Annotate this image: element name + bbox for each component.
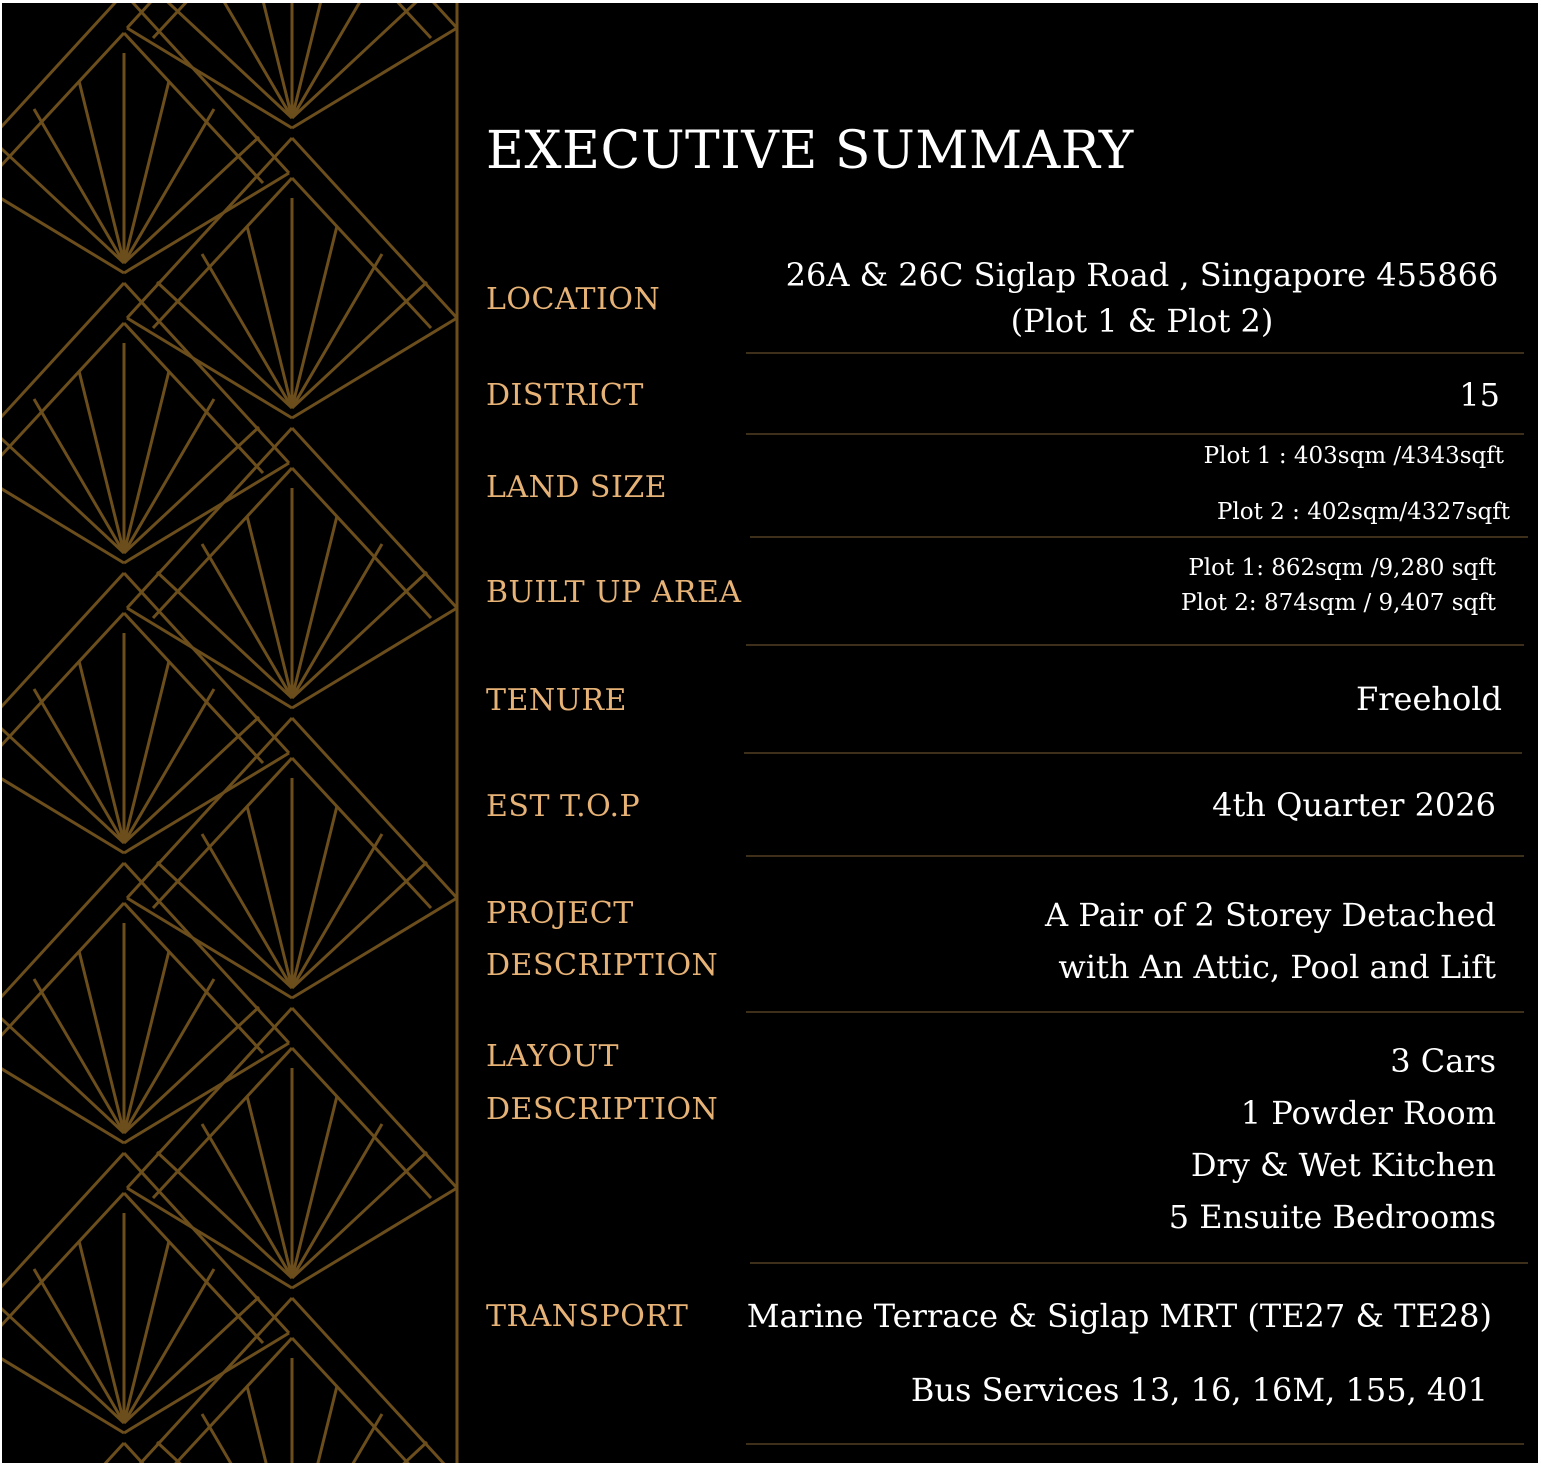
layout-item: 3 Cars [1390,1042,1496,1080]
project-description-label-line2: DESCRIPTION [486,948,719,983]
land-size-plot1: Plot 1 : 403sqm /4343sqft [1203,443,1504,469]
district-label: DISTRICT [486,378,644,413]
project-description-label-line1: PROJECT [486,896,634,931]
land-size-label: LAND SIZE [486,470,668,505]
summary-page [2,3,1538,1463]
tenure-label: TENURE [486,683,627,718]
divider [746,1011,1524,1013]
layout-item: 1 Powder Room [1240,1094,1496,1132]
transport-bus: Bus Services 13, 16, 16M, 155, 401 [910,1371,1488,1409]
layout-item: 5 Ensuite Bedrooms [1168,1198,1496,1236]
divider [746,352,1524,354]
art-deco-fan-pattern-icon [2,3,462,1463]
location-value [782,253,1502,345]
est-top-value: 4th Quarter 2026 [1212,786,1496,824]
project-description-line1: A Pair of 2 Storey Detached [1045,896,1496,934]
built-up-area-plot1: Plot 1: 862sqm /9,280 sqft [1188,555,1496,581]
layout-item: Dry & Wet Kitchen [1190,1146,1496,1184]
location-label: LOCATION [486,282,661,317]
layout-description-list [1169,1035,1496,1243]
layout-description-label-line1: LAYOUT [486,1039,620,1074]
project-description-value [1045,889,1496,993]
divider [746,644,1524,646]
district-value: 15 [1459,376,1500,414]
divider [746,855,1524,857]
tenure-value: Freehold [1356,680,1502,718]
land-size-plot2: Plot 2 : 402sqm/4327sqft [1216,499,1510,525]
divider [746,433,1524,435]
transport-mrt: Marine Terrace & Siglap MRT (TE27 & TE28) [746,1297,1492,1335]
location-plots: (Plot 1 & Plot 2) [1010,302,1274,340]
divider [750,536,1528,538]
divider [750,1262,1528,1264]
divider [744,752,1522,754]
transport-label: TRANSPORT [486,1299,689,1334]
divider [746,1443,1524,1445]
est-top-label: EST T.O.P [486,789,641,824]
layout-description-label-line2: DESCRIPTION [486,1092,719,1127]
project-description-line2: with An Attic, Pool and Lift [1058,948,1496,986]
built-up-area-label: BUILT UP AREA [486,575,742,610]
location-address: 26A & 26C Siglap Road , Singapore 455866 [785,256,1499,294]
page-title: EXECUTIVE SUMMARY [486,121,1134,181]
built-up-area-plot2: Plot 2: 874sqm / 9,407 sqft [1181,590,1496,616]
